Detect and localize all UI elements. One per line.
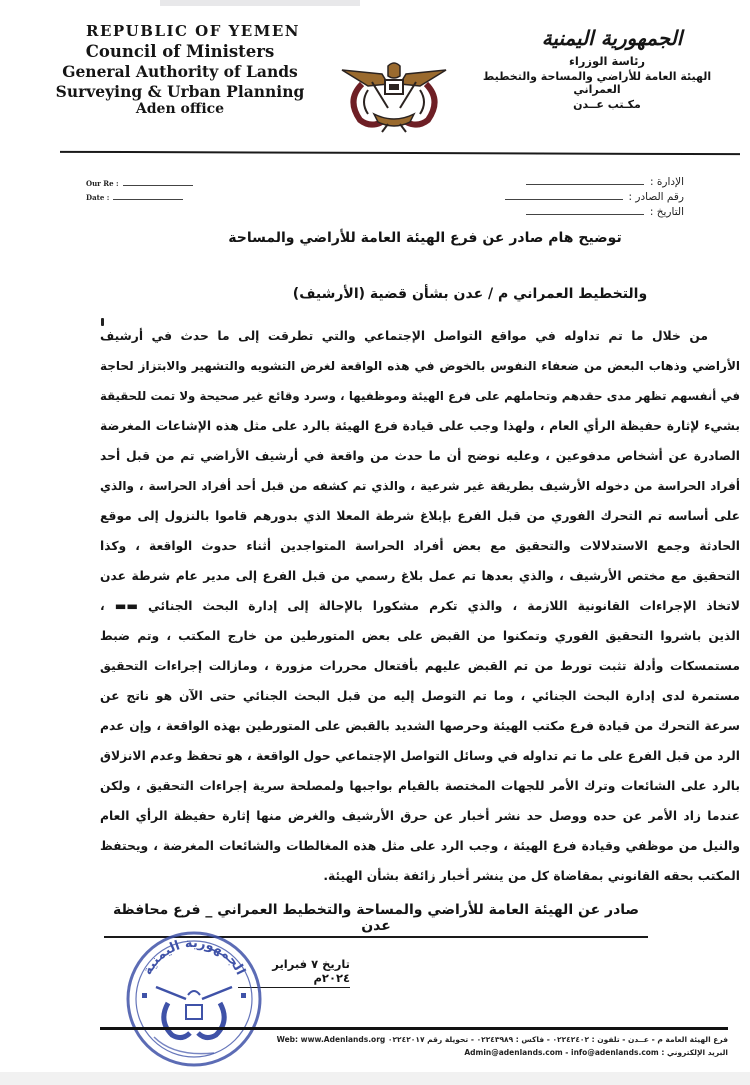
letterhead-office-ar: مكـتب عــدن xyxy=(573,98,641,111)
letterhead-council-ar: رئاسة الوزراء xyxy=(568,54,646,68)
scan-border xyxy=(0,1072,750,1085)
english-letterhead xyxy=(40,22,320,117)
body-line: مستمسكات وأدلة تثبت تورط من تم القبض عليهم بأفتعال محررات مزورة ، ومازالت إجراءات التحقيق xyxy=(100,659,740,673)
body-line: الذين باشروا التحقيق الفوري وتمكنوا من القبض على بعض المتورطين من خارج المكتب ، وتم ضبط xyxy=(100,629,740,643)
body-line: الحادثة وجمع الاستدلالات والتحقيق مع بعض أفراد الحراسة المتواجدين أثناء حدوث الواقعة ، وكذا xyxy=(100,539,740,553)
body-line: مستمرة لدى إدارة البحث الجنائي ، وما تم التوصل إليه من قبل البحث الجنائي حتى الآن هو ناتج عن xyxy=(100,689,740,703)
footer-email-line xyxy=(208,1048,728,1057)
letterhead-authority: General Authority of Lands xyxy=(62,62,298,81)
issue-no-blank xyxy=(505,199,623,200)
body-line: المكتب بحقه القانوني بمقاضاة كل من ينشر أخبار زائفة بشأن الهيئة. xyxy=(323,869,740,883)
body-line: الرد من قبل الفرع على ما تم تداوله في وسائل التواصل الإجتماعي حول الواقعة ، هو تحفظ وعدم الانزلاق xyxy=(100,749,740,763)
footer-contact-line xyxy=(208,1035,728,1044)
body-line: بشيء لإثارة حفيظة الرأي العام ، ولهذا وجب على قيادة فرع الهيئة بالرد على مثل هذه الإشاعات المغرضة xyxy=(100,419,740,433)
body-line: سرعة التحرك من قيادة فرع مكتب الهيئة وحرصها الشديد بالقبض على المتورطين بهذه الواقعة ، وإن عدم xyxy=(100,719,740,733)
svg-text:الجمهورية اليمنية xyxy=(140,936,248,978)
footer-phone-fax: فرع الهيئة العامة م - عــدن - تلفون : ٠٢٢٤٢٤٠٢ - فاكس : ٠٢٢٤٣٩٨٩ - تحويلة رقم ٠٢٢٤٢٠١٧ xyxy=(387,1035,728,1044)
issue-no-field xyxy=(505,189,684,204)
letterhead-authority-2: Surveying & Urban Planning xyxy=(55,82,305,101)
department-label: الإدارة : xyxy=(650,175,684,188)
department-blank xyxy=(526,184,644,185)
footer-website-link[interactable]: Web: www.Adenlands.org xyxy=(276,1035,386,1044)
letterhead-council: Council of Ministers xyxy=(85,42,275,61)
our-ref-blank xyxy=(123,185,193,186)
yemen-eagle-emblem-icon xyxy=(338,58,450,134)
body-line: الأراضي وذهاب البعض من ضعفاء النفوس بالخوض في هذه الواقعة لغرض التشويه والتشهير والابتزاز لحاجة xyxy=(100,359,740,373)
header-divider xyxy=(60,151,740,155)
statement-body xyxy=(100,321,740,891)
body-line: عندما زاد الأمر عن حده ووصل حد نشر أخبار عن حرق الأرشيف والغرض منها إثارة حفيظة الرأي العام xyxy=(100,809,740,823)
body-line: من خلال ما تم تداوله في مواقع التواصل الإجتماعي والتي تطرقت إلى ما حدث في أرشيف xyxy=(100,329,708,343)
body-line: بالرد على الشائعات وترك الأمر للجهات المختصة بالقيام بواجبها ولمصلحة سرية إجراءات التحقيق ، ولكن xyxy=(100,779,740,793)
footer-email-label: البريد الإلكتروني : xyxy=(661,1048,728,1057)
body-line: في أنفسهم تظهر مدى حقدهم وتحاملهم على فرع الهيئة وموظفيها ، وسرد وقائع غير صحيحة ولا تمت للحقيقة xyxy=(100,389,740,403)
body-line: على أساسه تم التحرك الفوري من قبل الفرع بإبلاغ شرطة المعلا الذي بدورهم قاموا بالنزول إلى موقع xyxy=(100,509,740,523)
letterhead-office: Aden office xyxy=(135,101,225,117)
date-label-en: Date : xyxy=(86,192,110,202)
arabic-letterhead xyxy=(462,26,732,111)
our-ref-label: Our Re : xyxy=(86,178,119,188)
reference-fields-en xyxy=(86,176,193,204)
document-title-line-1: توضيح هام صادر عن فرع الهيئة العامة للأراضي والمساحة xyxy=(228,230,622,246)
contact-footer xyxy=(208,1035,728,1057)
body-line: الصادرة عن أشخاص مدفوعين ، وعليه نوضح أن ما حدث من واقعة في أرشيف الأراضي تم من قبل أحد xyxy=(100,449,740,463)
body-line: والنيل من موظفي وقيادة فرع الهيئة ، وجب الرد على مثل هذه المغالطات والشائعات المغرضة ، ويحتفظ xyxy=(100,839,740,853)
scan-artifact xyxy=(160,0,360,6)
issuer-line: صادر عن الهيئة العامة للأراضي والمساحة والتخطيط العمراني _ فرع محافظة عدن xyxy=(104,902,648,938)
footer-divider xyxy=(100,1027,728,1030)
document-title-line-2: والتخطيط العمراني م / عدن بشأن قضية (الأرشيف) xyxy=(292,286,648,302)
date-blank-ar xyxy=(526,214,644,215)
date-field-en xyxy=(86,190,193,204)
date-blank-en xyxy=(113,199,183,200)
date-label-ar: التاريخ : xyxy=(649,205,684,218)
our-ref-field xyxy=(86,176,193,190)
body-line: لاتخاذ الإجراءات القانونية اللازمة ، والذي تكرم مشكورا بالإحالة إلى إدارة البحث الجنائي ▬▬ ، xyxy=(100,599,740,613)
issue-date: تاريخ ٧ فبراير ٢٠٢٤م xyxy=(238,957,350,988)
body-line: التحقيق مع مختص الأرشيف ، والذي بعدها تم عمل بلاغ رسمي من قبل الفرع إلى مدير عام شرطة عدن xyxy=(100,569,740,583)
letterhead-authority-ar: الهيئة العامة للأراضي والمساحة والتخطيط العمراني xyxy=(482,70,712,96)
date-field-ar xyxy=(505,204,684,219)
body-line: أفراد الحراسة من دخوله الأرشيف بطريقة غير شرعية ، والذي تم كشفه من قبل أحد أفراد الحراسة ، والذي xyxy=(100,479,740,493)
issue-no-label: رقم الصادر : xyxy=(628,190,684,203)
letterhead-country: REPUBLIC OF YEMEN xyxy=(86,22,300,40)
footer-email-links[interactable]: Admin@adenlands.com - info@adenlands.com xyxy=(464,1048,659,1057)
letterhead-country-ar: الجمهورية اليمنية xyxy=(541,26,683,50)
department-field xyxy=(505,174,684,189)
reference-fields-ar xyxy=(505,174,684,219)
stamp-text: الجمهورية اليمنية xyxy=(140,935,248,978)
